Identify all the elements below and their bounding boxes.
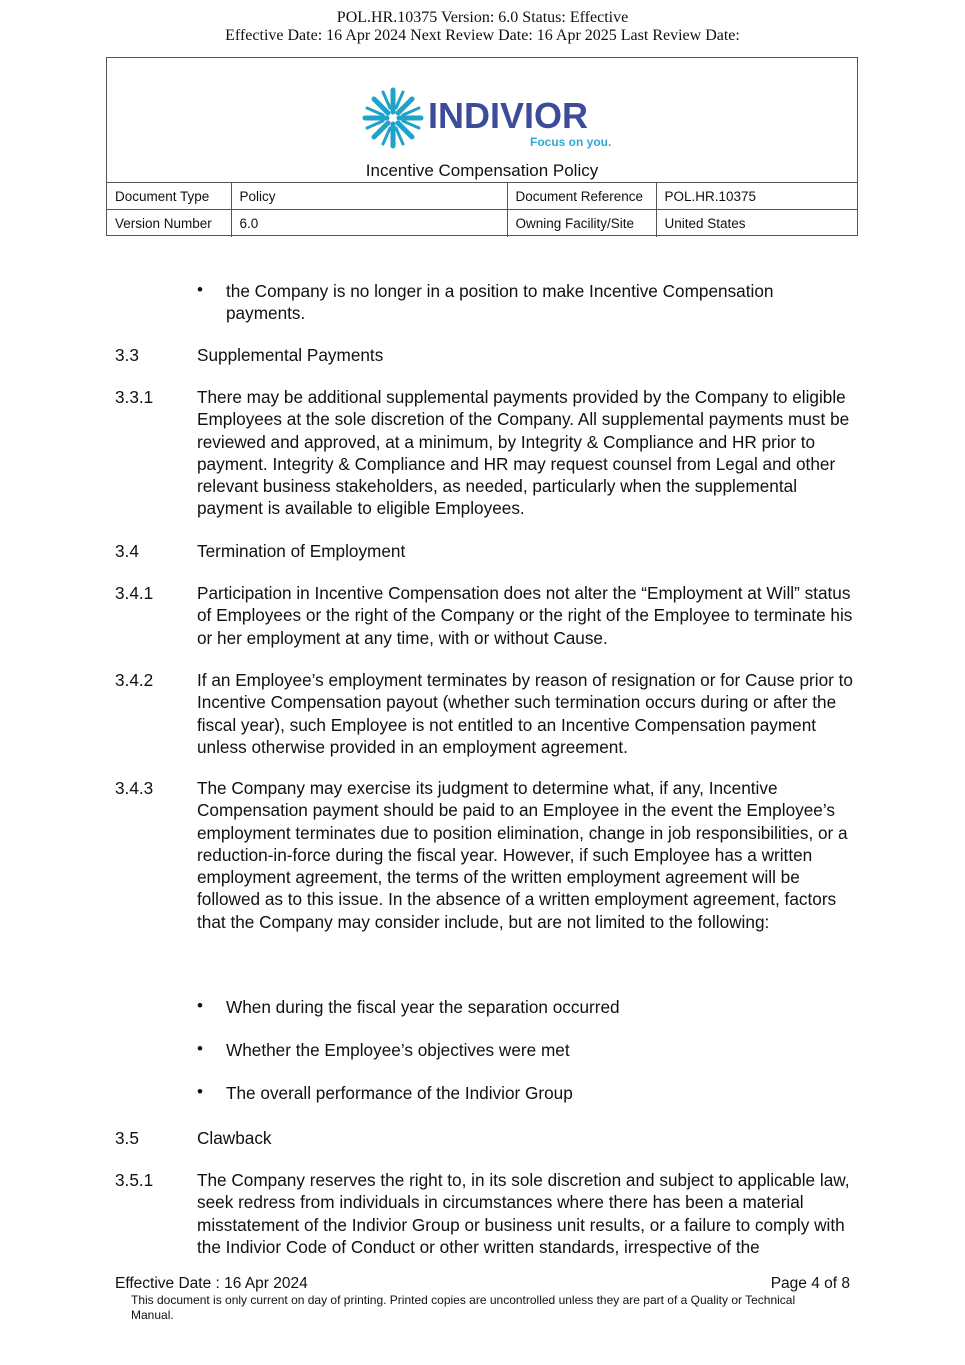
document-info-table — [107, 182, 857, 237]
bullet-marker: • — [197, 280, 203, 299]
info-label-version-number: Version Number — [107, 210, 231, 237]
section-3-3-1-number: 3.3.1 — [115, 387, 154, 407]
footer-effective-date: Effective Date : 16 Apr 2024 — [115, 1275, 308, 1292]
section-3-4-3-number: 3.4.3 — [115, 778, 154, 798]
section-3-4-number: 3.4 — [115, 541, 139, 561]
section-3-5-heading: Clawback — [197, 1128, 272, 1148]
section-3-4-heading: Termination of Employment — [197, 541, 406, 561]
document-meta-header — [0, 9, 965, 45]
meta-line-2: Effective Date: 16 Apr 2024 Next Review Date: 16 Apr 2025 Last Review Date: — [225, 27, 740, 44]
indivior-logo — [362, 86, 612, 150]
bullet-marker: • — [197, 1039, 203, 1058]
section-3-4-3-text: The Company may exercise its judgment to determine what, if any, Incentive Compensation payment should be paid to an Employee in the event the Employee’s employment terminates due to position elimination, change in job responsibilities, or a reduction-in-force during the fiscal year. However, if such Employee has a written employment agreement, the terms of the written employment agreement will be followed as to this issue. In the absence of a written employment agreement, factors that the Company may consider include, but are not limited to the following: — [197, 778, 848, 932]
bullet-marker: • — [197, 996, 203, 1015]
section-3-5-number: 3.5 — [115, 1128, 139, 1148]
bullet-item-group-performance: The overall performance of the Indivior Group — [226, 1083, 573, 1103]
section-3-4-2-text: If an Employee’s employment terminates by reason of resignation or for Cause prior to Incentive Compensation payout (whether such termination occurs during or after the fiscal year), such Employee is not entitled to an Incentive Compensation payment unless otherwise provided in an employment agreement. — [197, 670, 853, 757]
section-3-3-number: 3.3 — [115, 345, 139, 365]
info-row — [107, 183, 857, 210]
info-label-document-reference: Document Reference — [507, 183, 656, 210]
section-3-4-1-number: 3.4.1 — [115, 583, 154, 603]
info-row — [107, 210, 857, 237]
section-3-4-2-number: 3.4.2 — [115, 670, 154, 690]
info-value-version-number: 6.0 — [231, 210, 507, 237]
info-label-document-type: Document Type — [107, 183, 231, 210]
footer-page-number: Page 4 of 8 — [770, 1275, 850, 1292]
document-header-box — [106, 57, 858, 236]
indivior-logo-mark-icon — [362, 86, 612, 150]
logo-tagline: Focus on you. — [530, 135, 612, 149]
meta-line-1: POL.HR.10375 Version: 6.0 Status: Effective — [336, 9, 629, 26]
policy-title: Incentive Compensation Policy — [365, 161, 599, 180]
bullet-item-objectives-met: Whether the Employee’s objectives were met — [226, 1040, 570, 1060]
section-3-4-1-text: Participation in Incentive Compensation does not alter the “Employment at Will” status of Employees or the right of the Company or the right of the Employee to terminate his or her employment at any time, with or without Cause. — [197, 583, 853, 648]
bullet-item-no-longer-in-position: the Company is no longer in a position to make Incentive Compensation payments. — [226, 281, 774, 324]
section-3-5-1-text: The Company reserves the right to, in its sole discretion and subject to applicable law, seek redress from individuals in circumstances where there has been a material misstatement of the Indivior Group or business unit results, or a failure to comply with the Indivior Code of Conduct or other written standards, irrespective of the — [197, 1170, 850, 1257]
bullet-item-separation-timing: When during the fiscal year the separation occurred — [226, 997, 620, 1017]
bullet-marker: • — [197, 1082, 203, 1101]
section-3-3-heading: Supplemental Payments — [197, 345, 384, 365]
info-value-owning-facility: United States — [656, 210, 857, 237]
logo-wordmark: INDIVIOR — [428, 95, 589, 136]
section-3-5-1-number: 3.5.1 — [115, 1170, 154, 1190]
footer-disclaimer: This document is only current on day of printing. Printed copies are uncontrolled unless they are part of a Quality or Technical Manual. — [131, 1293, 796, 1322]
info-value-document-type: Policy — [231, 183, 507, 210]
info-value-document-reference: POL.HR.10375 — [656, 183, 857, 210]
section-3-3-1-text: There may be additional supplemental payments provided by the Company to eligible Employees at the sole discretion of the Company. All supplemental payments must be reviewed and approved, at a minimum, by Integrity & Compliance and HR prior to payment. Integrity & Compliance and HR may request counsel from Legal and other relevant business stakeholders, as needed, particularly when the supplemental payment is available to eligible Employees. — [197, 387, 850, 519]
info-label-owning-facility: Owning Facility/Site — [507, 210, 656, 237]
